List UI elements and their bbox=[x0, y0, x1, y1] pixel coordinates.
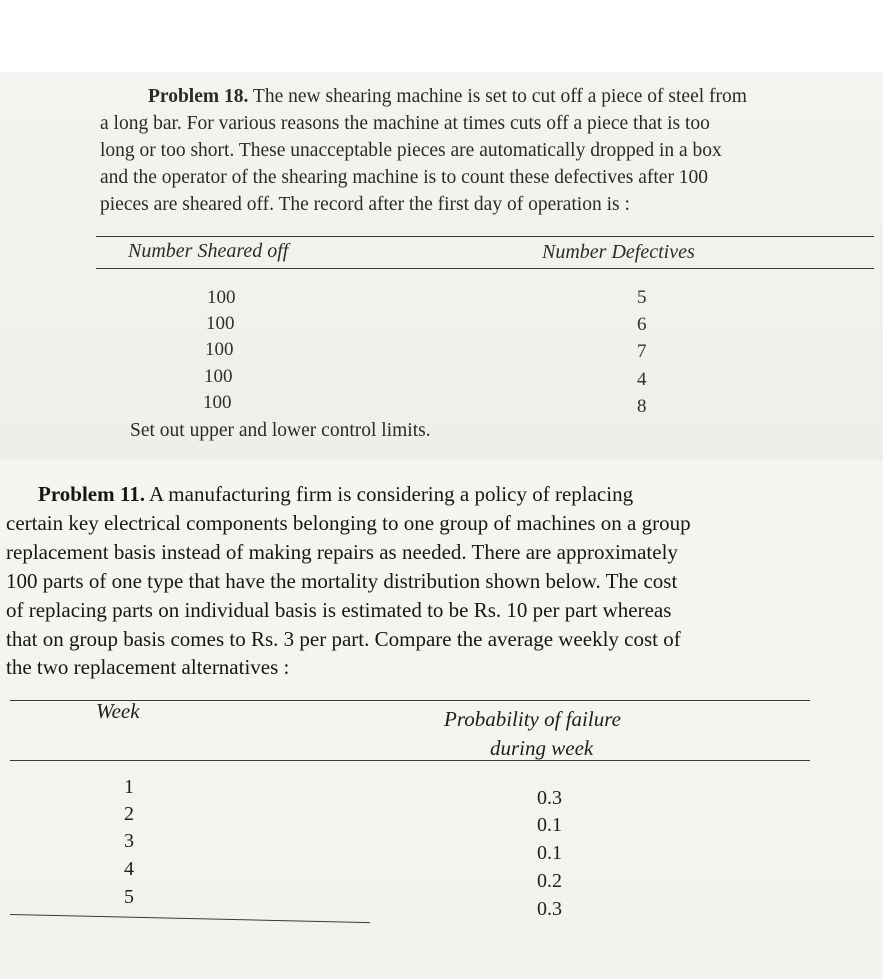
column-header-probability-cont: during week bbox=[490, 736, 594, 760]
table-cell-week: 1 bbox=[124, 776, 134, 798]
column-header-sheared: Number Sheared off bbox=[128, 240, 289, 262]
table-cell-week: 5 bbox=[124, 886, 134, 908]
table-cell-defectives: 8 bbox=[637, 396, 647, 417]
table-rule-header bbox=[10, 760, 810, 761]
table-cell-sheared: 100 bbox=[207, 287, 236, 308]
problem-18-line: long or too short. These unacceptable pieces are automatically dropped in a box bbox=[100, 140, 722, 161]
table-cell-sheared: 100 bbox=[203, 392, 232, 413]
table-cell-week: 4 bbox=[124, 858, 134, 880]
problem-11-line: the two replacement alternatives : bbox=[6, 655, 290, 679]
table-cell-defectives: 7 bbox=[637, 341, 647, 362]
problem-11-line: that on group basis comes to Rs. 3 per part. Compare the average weekly cost of bbox=[6, 627, 681, 651]
column-header-defectives: Number Defectives bbox=[542, 241, 695, 263]
table-rule-header bbox=[96, 268, 874, 269]
problem-11-line: Problem 11. A manufacturing firm is considering a policy of replacing bbox=[38, 482, 634, 506]
page-margin bbox=[0, 0, 883, 72]
table-cell-probability: 0.1 bbox=[537, 842, 562, 864]
problem-18-label: Problem 18. bbox=[148, 86, 249, 107]
table-cell-defectives: 6 bbox=[637, 314, 647, 335]
problem-18-line: pieces are sheared off. The record after the first day of operation is : bbox=[100, 194, 630, 215]
problem-11-line: of replacing parts on individual basis is estimated to be Rs. 10 per part whereas bbox=[6, 598, 672, 622]
problem-18-line: a long bar. For various reasons the machine at times cuts off a piece that is too bbox=[100, 113, 710, 134]
problem-11-line: 100 parts of one type that have the mortality distribution shown below. The cost bbox=[6, 569, 678, 593]
table-cell-probability: 0.3 bbox=[537, 898, 562, 920]
table-cell-defectives: 5 bbox=[637, 287, 647, 308]
table-cell-sheared: 100 bbox=[206, 313, 235, 334]
table-cell-defectives: 4 bbox=[637, 369, 647, 390]
problem-11-line: replacement basis instead of making repairs as needed. There are approximately bbox=[6, 540, 678, 564]
column-header-probability: Probability of failure bbox=[444, 707, 621, 731]
table-cell-sheared: 100 bbox=[205, 339, 234, 360]
table-cell-week: 2 bbox=[124, 803, 134, 825]
table-cell-probability: 0.3 bbox=[537, 787, 562, 809]
table-cell-sheared: 100 bbox=[204, 366, 233, 387]
table-cell-week: 3 bbox=[124, 830, 134, 852]
column-header-week: Week bbox=[96, 699, 140, 723]
problem-11-line: certain key electrical components belonging to one group of machines on a group bbox=[6, 511, 691, 535]
table-rule-top bbox=[96, 236, 874, 237]
table-cell-probability: 0.2 bbox=[537, 870, 562, 892]
table-cell-probability: 0.1 bbox=[537, 814, 562, 836]
problem-18-line: Problem 18. The new shearing machine is set to cut off a piece of steel from bbox=[148, 86, 747, 107]
problem-18-question: Set out upper and lower control limits. bbox=[130, 420, 431, 441]
problem-11-label: Problem 11. bbox=[38, 482, 145, 506]
problem-18-line: and the operator of the shearing machine is to count these defectives after 100 bbox=[100, 167, 709, 188]
